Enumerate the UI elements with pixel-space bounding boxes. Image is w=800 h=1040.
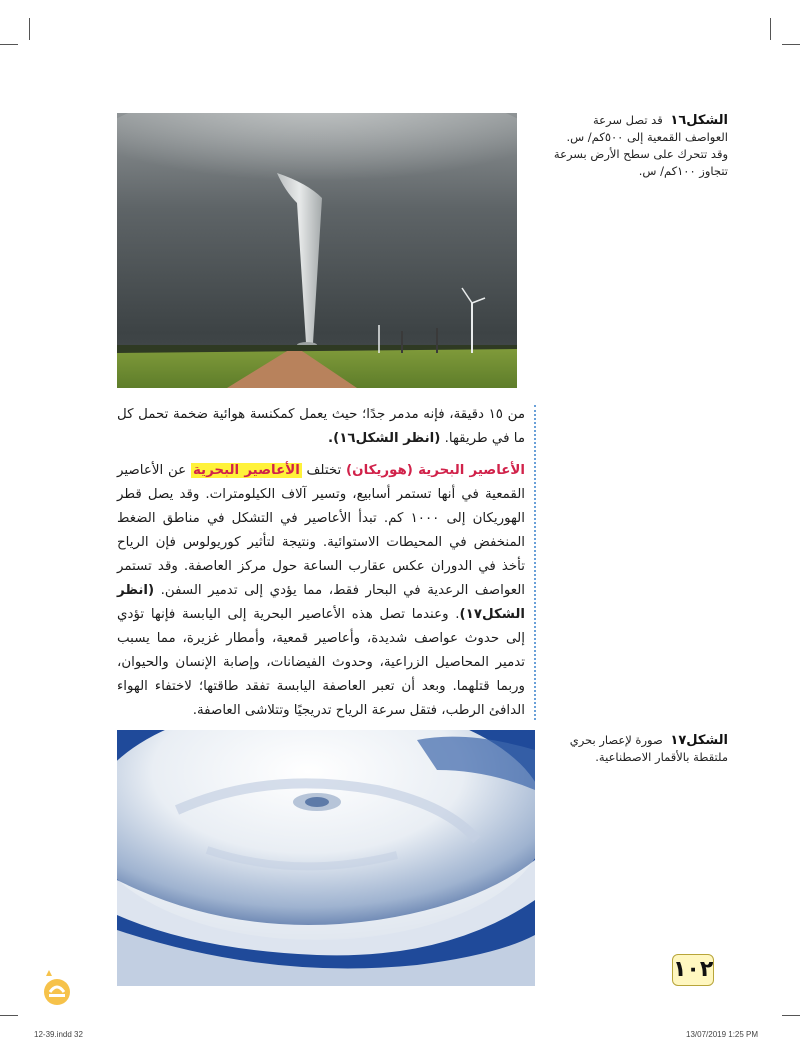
figure16-caption [548, 112, 728, 180]
paragraph-1 [117, 403, 525, 451]
crop-mark [29, 18, 30, 40]
footer-timestamp: 13/07/2019 1:25 PM [686, 1030, 759, 1039]
figure17-caption-text: صورة لإعصار بحري ملتقطة بالأقمار الاصطناعية. [569, 733, 728, 764]
publisher-logo [40, 968, 74, 1008]
figure17-caption [548, 732, 728, 766]
paragraph-2 [117, 459, 525, 723]
figure16-reference: (انظر الشكل١٦). [328, 431, 441, 446]
figure16-label: الشكل١٦ [670, 113, 728, 128]
footer-file: 12-39.indd 32 [34, 1030, 83, 1039]
margin-rule [534, 405, 536, 720]
figure16-caption-text: قد تصل سرعة العواصف القمعية إلى ٥٠٠كم/ س. وقد تتحرك على سطح الأرض بسرعة تتجاوز ١٠٠كم/ س. [553, 113, 728, 178]
hurricane-photo [117, 730, 535, 986]
crop-mark [770, 18, 771, 40]
crop-mark [0, 1015, 18, 1016]
figure17-reference: (انظر الشكل١٧) [117, 583, 525, 622]
body-text [117, 403, 525, 723]
highlighted-term: الأعاصير البحرية [192, 463, 300, 478]
paragraph-2-text-c: . وعندما تصل هذه الأعاصير البحرية إلى اليابسة فإنها تؤدي إلى حدوث عواصف شديدة، وأعاصير قمعية، وأمطار غزيرة، مما يسبب تدمير المحاصيل الزراعية، وحدوث الفيضانات، وإصابة الإنسان والحيوان، وربما قتلهما. وبعد أن تعبر العاصفة اليابسة تفقد طاقتها؛ لاختفاء الهواء الدافئ الرطب، فتقل سرعة الرياح تدريجيًا وتتلاشى العاصفة. [117, 607, 525, 718]
paragraph-2-text-b: عن الأعاصير القمعية في أنها تستمر أسابيع، وتسير آلاف الكيلومترات. وقد يصل قطر الهوريكان إلى ١٠٠٠ كم. تبدأ الأعاصير في التشكل في مناطق الضغط المنخفض في المحيطات الاستوائية. ونتيجة لتأثير كوريولوس فإن الرياح تأخذ في الدوران عكس عقارب الساعة حول مركز العاصفة. وقد تستمر العواصف الرعدية في البحار فقط، مما يؤدي إلى تدمير السفن. [117, 463, 525, 598]
crop-mark [0, 44, 18, 45]
page-number: ١٠٢ [672, 954, 714, 986]
hurricane-term: الأعاصير البحرية (هوريكان) [346, 463, 525, 478]
tornado-photo [117, 113, 517, 388]
figure17-label: الشكل١٧ [670, 733, 728, 748]
crop-mark [782, 44, 800, 45]
crop-mark [782, 1015, 800, 1016]
paragraph-1-text: من ١٥ دقيقة، فإنه مدمر جدًا؛ حيث يعمل كمكنسة هوائية ضخمة تحمل كل ما في طريقها. [117, 407, 525, 446]
paragraph-2-text-a: تختلف [301, 463, 347, 478]
